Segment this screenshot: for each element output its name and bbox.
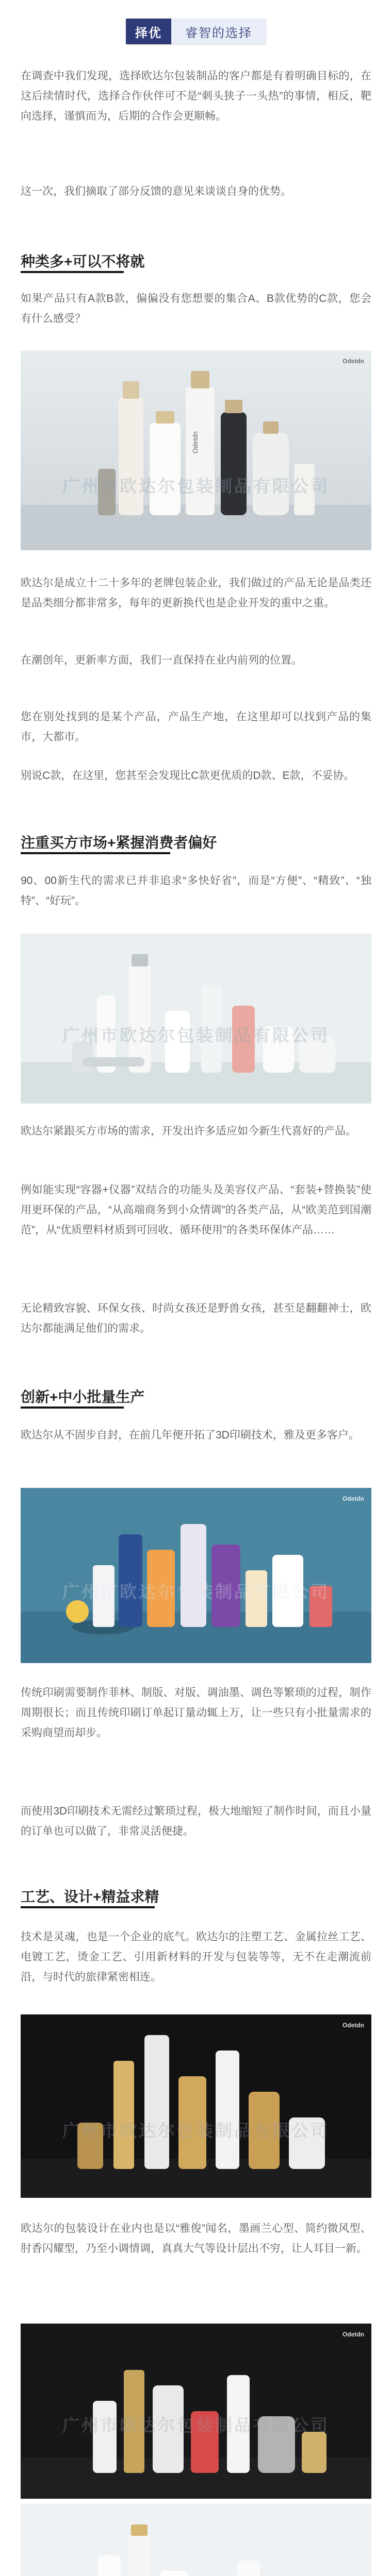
section3-paragraph-3: 而使用3D印刷技术无需经过繁琐过程，极大地缩短了制作时间，而且小量的订单也可以做了，非常灵活便捷。 <box>21 1805 371 1837</box>
section-underline <box>21 852 170 854</box>
header-badge <box>126 19 266 44</box>
section2-paragraph-1: 90、00新生代的需求已并非追求“多快好省”，而是“方便”、“精致”、“独特”、“好玩”。 <box>21 875 371 907</box>
photo-logo: Odetdn <box>342 358 364 365</box>
photo-logo: Odetdn <box>342 2331 364 2338</box>
product-photo-printed <box>21 1488 371 1663</box>
intro-paragraph-1: 在调查中我们发现，选择欧达尔包装制品的客户都是有着明确目标的，在这后续情时代，选择合作伙伴可不是“刺头狭子一头热”的事情，相反，靶向选择，谨慎而为，后期的合作会更顺畅。 <box>21 70 371 122</box>
photo-logo: Odetdn <box>342 2022 364 2029</box>
section1-paragraph-5: 别说C款，在这里，您甚至会发现比C款更优质的D款、E款，不妥协。 <box>21 770 355 782</box>
section3-paragraph-2: 传统印刷需要制作菲林、制版、对版、调油墨、调色等繁琐的过程，制作周期很长；而且传统印刷订单起订量动辄上万，让一些只有小批量需求的采购商望而却步。 <box>21 1687 371 1739</box>
section-title-variety: 种类多+可以不将就 <box>21 253 145 269</box>
printed-packaging-illustration <box>21 1488 371 1663</box>
section4-paragraph-2: 欧达尔的包装设计在业内也是以“雅俊”闻名，墨画兰心型、简约微风型、肘香闪耀型，乃至小调情调，真真大气等设计层出不穷，让人耳目一新。 <box>21 2223 371 2255</box>
section2-paragraph-4: 无论精致容貌、环保女孩、时尚女孩还是野兽女孩，甚至是翻翻神士，欧达尔都能满足他们的需求。 <box>21 1302 371 1334</box>
section-underline <box>21 271 124 273</box>
photo-logo: Odetdn <box>342 1495 364 1502</box>
section-title-craft: 工艺、设计+精益求精 <box>21 1889 159 1905</box>
product-photo-tubes <box>21 934 371 1104</box>
watermark-text: 广州市欧达尔包装制品有限公司 <box>62 1582 330 1601</box>
section2-paragraph-3: 例如能实现“容器+仪器”双结合的功能头及美容仪产品、“套装+替换装”使用更环保的产品，“从高端商务到小众情调”的各类产品，从“欧美范到国潮范”，从“优质塑料材质到可回收、循环使用”的各类环保体产品…… <box>21 1184 371 1236</box>
watermark-text: 广州市欧达尔包装制品有限公司 <box>62 2121 330 2140</box>
tube-illustration <box>21 934 371 1104</box>
product-photo-gold <box>21 2014 371 2198</box>
watermark-text: 广州市欧达尔包装制品有限公司 <box>62 1026 330 1045</box>
gold-packaging-illustration <box>21 2014 371 2198</box>
watermark-text: 广州市欧达尔包装制品有限公司 <box>62 2416 330 2435</box>
product-photo-bottles <box>21 350 371 550</box>
section2-paragraph-2: 欧达尔紧跟买方市场的需求，开发出许多适应如今新生代喜好的产品。 <box>21 1125 356 1137</box>
section4-paragraph-1: 技术是灵魂，也是一个企业的底气。欧达尔的注塑工艺、金属拉丝工艺、电镀工艺，烫金工艺、引用新材料的开发与包装等等，无不在走潮流前沿，与时代的旅律紧密相连。 <box>21 1931 371 1983</box>
header-title: 睿智的选择 <box>171 19 266 44</box>
section1-paragraph-4: 您在别处找到的是某个产品，产品生产地，在这里却可以找到产品的集市，大都市。 <box>21 711 371 743</box>
section1-paragraph-3: 在潮创年，更新率方面，我们一直保持在业内前列的位置。 <box>21 654 302 666</box>
intro-paragraph-2: 这一次，我们摘取了部分反馈的意见来谈谈自身的优势。 <box>21 185 291 197</box>
section-underline <box>21 1406 124 1409</box>
product-photo-light <box>21 2504 371 2576</box>
light-packaging-illustration <box>21 2504 371 2576</box>
section-title-market: 注重买方市场+紧握消费者偏好 <box>21 835 217 851</box>
bottle-logo: Odetdn <box>191 431 199 453</box>
product-photo-dark <box>21 2324 371 2499</box>
section-title-innovation: 创新+中小批量生产 <box>21 1389 145 1405</box>
header-tag: 择优 <box>126 19 171 44</box>
section-underline <box>21 1906 155 1908</box>
section1-paragraph-2: 欧达尔是成立十二十多年的老牌包装企业，我们做过的产品无论是品类还是品类细分都非常多，每年的更新换代也是企业开发的重中之重。 <box>21 577 371 609</box>
section1-paragraph-1: 如果产品只有A款B款，偏偏没有您想要的集合A、B款优势的C款，您会有什么感受？ <box>21 293 371 325</box>
section3-paragraph-1: 欧达尔从不固步自封，在前几年便开拓了3D印刷技术，雅及更多客户。 <box>21 1429 360 1441</box>
watermark-text: 广州市欧达尔包装制品有限公司 <box>62 477 330 496</box>
dark-packaging-illustration <box>21 2324 371 2499</box>
bottle-illustration <box>21 350 371 550</box>
